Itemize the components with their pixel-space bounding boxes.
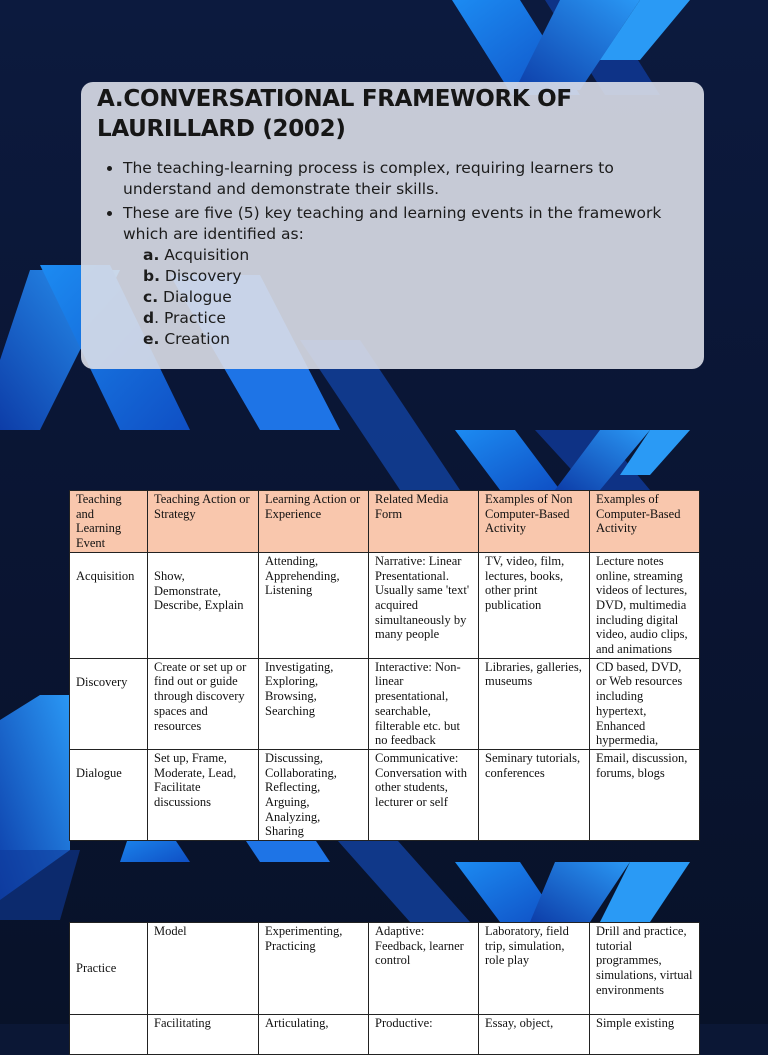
table-cell: Discussing, Collaborating, Reflecting, Arguing, Analyzing, Sharing xyxy=(259,749,369,840)
column-header: Teaching Action or Strategy xyxy=(148,491,259,553)
bullet-item xyxy=(123,203,688,350)
column-header: Learning Action or Experience xyxy=(259,491,369,553)
table-cell xyxy=(70,1015,148,1055)
events-table xyxy=(69,490,700,841)
table-row xyxy=(70,658,700,749)
item-label: Dialogue xyxy=(163,288,232,306)
table-cell: Articulating, xyxy=(259,1015,369,1055)
table-row xyxy=(70,1015,700,1055)
title-line-1: A.CONVERSATIONAL FRAMEWORK OF xyxy=(97,86,572,112)
item-letter: c. xyxy=(143,288,159,306)
table-cell: Dialogue xyxy=(70,749,148,840)
bullet-list xyxy=(97,158,688,350)
column-header: Related Media Form xyxy=(369,491,479,553)
table-cell: Lecture notes online, streaming videos of lectures, DVD, multimedia including digital video, audio clips, and animations xyxy=(590,552,700,658)
table-cell: Create or set up or find out or guide through discovery spaces and resources xyxy=(148,658,259,749)
table-cell: Drill and practice, tutorial programmes, simulations, virtual environments xyxy=(590,923,700,1015)
column-header: Examples of Computer-Based Activity xyxy=(590,491,700,553)
events-list-item xyxy=(143,287,688,308)
table-cell: Interactive: Non-linear presentational, searchable, filterable etc. but no feedback xyxy=(369,658,479,749)
item-letter: d xyxy=(143,309,155,327)
item-label: Creation xyxy=(164,330,230,348)
table-cell: Attending, Apprehending, Listening xyxy=(259,552,369,658)
table-cell: CD based, DVD, or Web resources including hypertext, Enhanced hypermedia, xyxy=(590,658,700,749)
table-row xyxy=(70,749,700,840)
table-cell: Acquisition xyxy=(70,552,148,658)
table-cell: Show, Demonstrate, Describe, Explain xyxy=(148,552,259,658)
item-label: Discovery xyxy=(164,267,242,285)
item-label: . Practice xyxy=(154,309,226,327)
events-list-item xyxy=(143,245,688,266)
table-cell: Email, discussion, forums, blogs xyxy=(590,749,700,840)
item-label: Acquisition xyxy=(164,246,250,264)
table-cell: Libraries, galleries, museums xyxy=(479,658,590,749)
table-cell: Adaptive: Feedback, learner control xyxy=(369,923,479,1015)
events-list-item xyxy=(143,266,688,287)
events-table-continued xyxy=(69,922,700,1055)
page-title xyxy=(97,84,688,144)
table-cell: Simple existing xyxy=(590,1015,700,1055)
table-cell: Facilitating xyxy=(148,1015,259,1055)
framework-card xyxy=(81,82,704,369)
events-list-item xyxy=(143,308,688,329)
title-line-2: LAURILLARD (2002) xyxy=(97,116,346,142)
column-header: Teaching and Learning Event xyxy=(70,491,148,553)
table-cell: Communicative: Conversation with other students, lecturer or self xyxy=(369,749,479,840)
item-letter: b. xyxy=(143,267,160,285)
table-cell: Discovery xyxy=(70,658,148,749)
table-cell: Seminary tutorials, conferences xyxy=(479,749,590,840)
table-cell: Set up, Frame, Moderate, Lead, Facilitate discussions xyxy=(148,749,259,840)
table-row xyxy=(70,552,700,658)
table-cell: Narrative: Linear Presentational. Usually same 'text' acquired simultaneously by many people xyxy=(369,552,479,658)
column-header: Examples of Non Computer-Based Activity xyxy=(479,491,590,553)
table-cell: Laboratory, field trip, simulation, role play xyxy=(479,923,590,1015)
table-row xyxy=(70,923,700,1015)
events-list xyxy=(123,245,688,350)
events-list-item xyxy=(143,329,688,350)
item-letter: e. xyxy=(143,330,160,348)
table-cell: Model xyxy=(148,923,259,1015)
table-cell: Investigating, Exploring, Browsing, Searching xyxy=(259,658,369,749)
table-cell: TV, video, film, lectures, books, other print publication xyxy=(479,552,590,658)
table-header-row xyxy=(70,491,700,553)
bullet-text: These are five (5) key teaching and learning events in the framework which are identified as: xyxy=(123,204,662,243)
item-letter: a. xyxy=(143,246,160,264)
table-cell: Essay, object, xyxy=(479,1015,590,1055)
table-cell: Practice xyxy=(70,923,148,1015)
bullet-item: • The teaching-learning process is complex, requiring learners to understand and demonstrate their skills. xyxy=(123,158,688,200)
table-cell: Experimenting, Practicing xyxy=(259,923,369,1015)
table-cell: Productive: xyxy=(369,1015,479,1055)
